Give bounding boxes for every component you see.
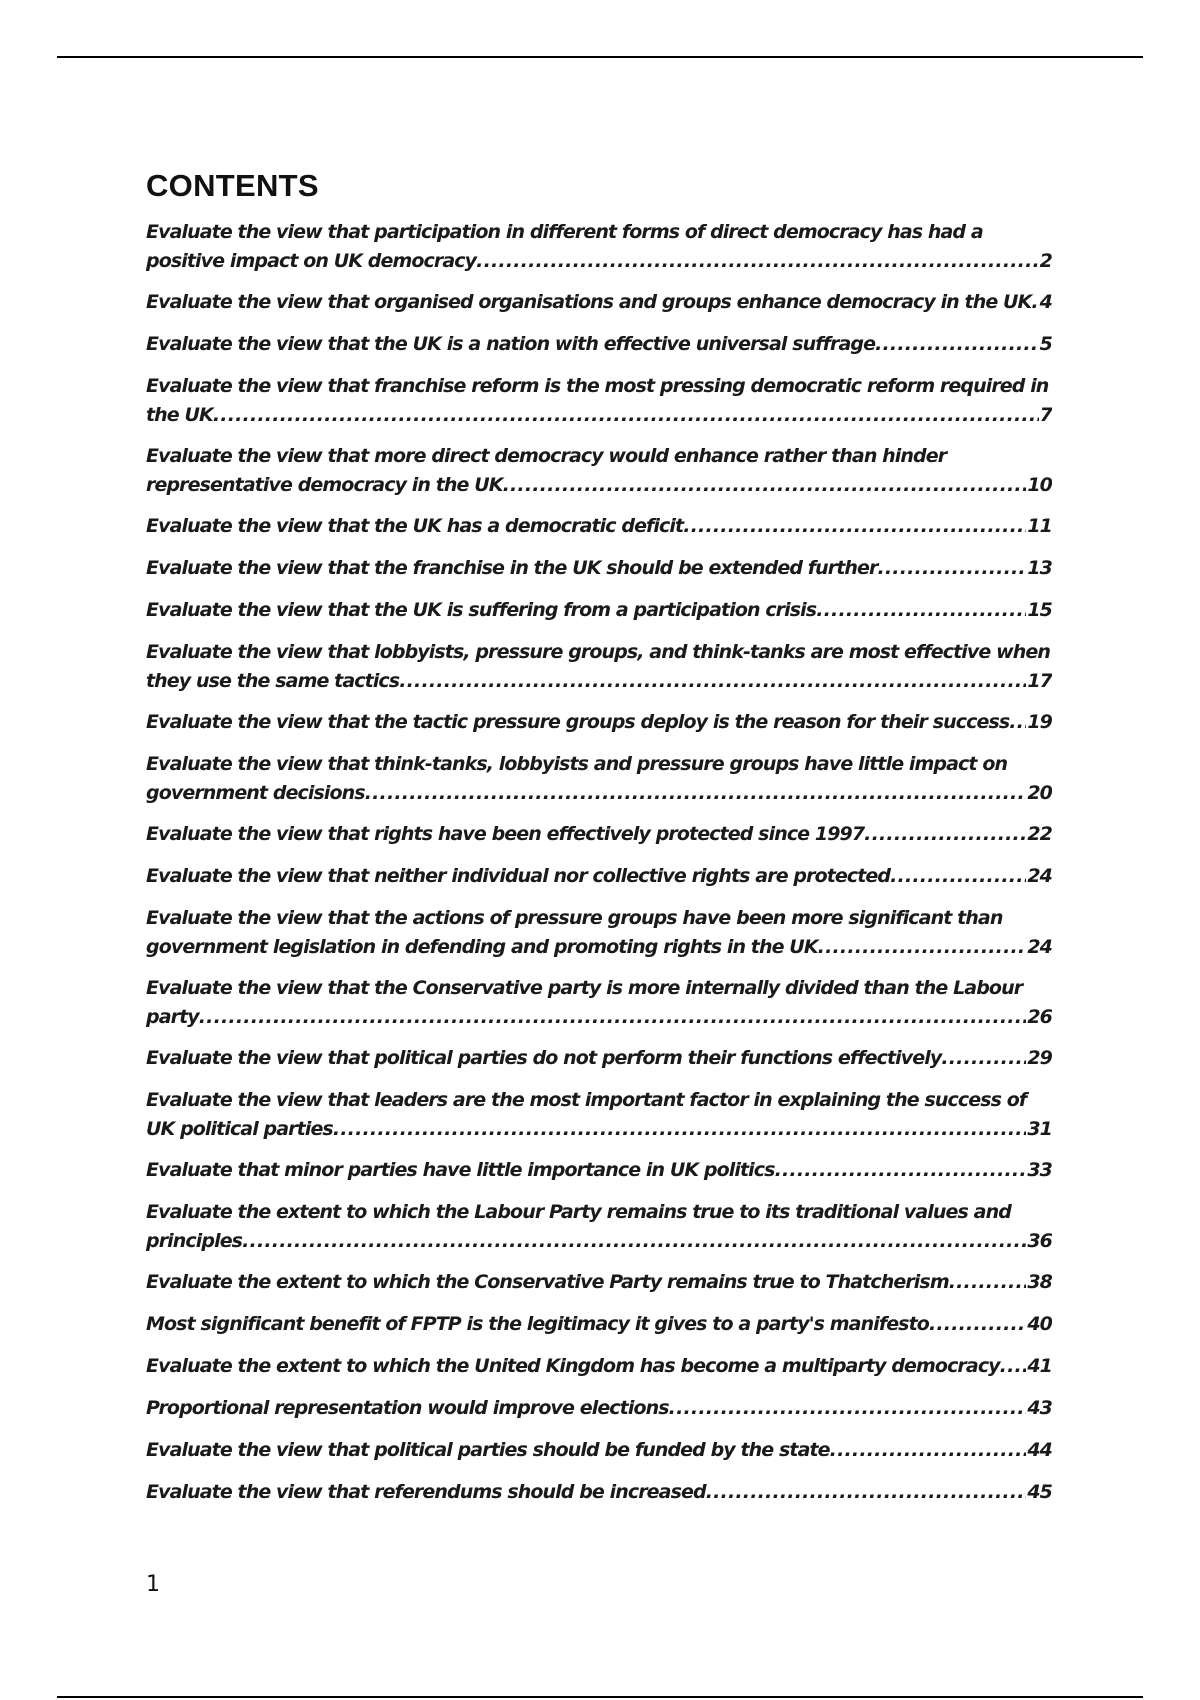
toc-entry-title-line: Evaluate the extent to which the Labour Party remains true to its traditional values and	[146, 1201, 1011, 1223]
toc-entry-line	[146, 862, 1052, 891]
toc-dot-leader	[503, 471, 1027, 500]
toc-page-number: 7	[1039, 404, 1052, 426]
toc-entry-line	[146, 820, 1052, 849]
toc-entry-title: Evaluate the view that rights have been effectively protected since 1997	[146, 823, 865, 845]
toc-entry-title: representative democracy in the UK	[146, 474, 503, 496]
toc-entry-title: the UK	[146, 404, 213, 426]
toc-entry-title: Evaluate the extent to which the Conservative Party remains true to Thatcherism	[146, 1271, 949, 1293]
toc-entry-title: Evaluate the view that referendums should be increased	[146, 1481, 706, 1503]
toc-entry[interactable]	[146, 1394, 1052, 1423]
toc-dot-leader	[818, 933, 1027, 962]
toc-entry-line	[146, 1003, 1052, 1032]
toc-entry[interactable]	[146, 330, 1052, 359]
toc-dot-leader	[199, 1003, 1027, 1032]
toc-entry-title: Evaluate the view that the franchise in the UK should be extended further	[146, 557, 878, 579]
footer-rule	[57, 1696, 1143, 1698]
toc-dot-leader	[890, 862, 1026, 891]
toc-entry[interactable]	[146, 596, 1052, 625]
toc-page-number: 22	[1027, 823, 1052, 845]
toc-page-number: 40	[1027, 1313, 1052, 1335]
toc-page-number: 17	[1027, 670, 1052, 692]
toc-entry[interactable]	[146, 1268, 1052, 1297]
page-number: 1	[146, 1572, 160, 1597]
toc-dot-leader	[875, 330, 1039, 359]
toc-dot-leader	[864, 820, 1026, 849]
toc-entry-line	[146, 554, 1052, 583]
toc-dot-leader	[683, 512, 1026, 541]
toc-entry-title: Evaluate that minor parties have little importance in UK politics	[146, 1159, 775, 1181]
toc-entry-title: Evaluate the view that neither individual nor collective rights are protected	[146, 865, 891, 887]
toc-entry-line	[146, 708, 1052, 737]
toc-entry-title: government legislation in defending and promoting rights in the UK	[146, 936, 818, 958]
toc-entry[interactable]	[146, 554, 1052, 583]
toc-page-number: 31	[1027, 1118, 1052, 1140]
toc-page-number: 26	[1027, 1006, 1052, 1028]
toc-entry-title: principles	[146, 1230, 243, 1252]
toc-entry-title: party	[146, 1006, 199, 1028]
toc-entry-title: Evaluate the view that the UK is suffering from a participation crisis	[146, 599, 817, 621]
toc-entry-title: UK political parties	[146, 1118, 333, 1140]
toc-page-number: 2	[1039, 250, 1052, 272]
toc-entry[interactable]	[146, 638, 1052, 696]
toc-entry-title: Evaluate the view that the UK is a nation with effective universal suffrage	[146, 333, 876, 355]
toc-entry[interactable]	[146, 1086, 1052, 1144]
toc-entry-title-line: Evaluate the view that the Conservative party is more internally divided than the Labour	[146, 977, 1023, 999]
toc-entry-line	[146, 596, 1052, 625]
toc-entry-line	[146, 779, 1052, 808]
toc-entry-line	[146, 1310, 1052, 1339]
toc-entry-line	[146, 1044, 1052, 1073]
toc-page-number: 36	[1027, 1230, 1052, 1252]
toc-page-number: 33	[1027, 1159, 1052, 1181]
toc-page-number: 13	[1027, 557, 1052, 579]
toc-entry[interactable]	[146, 708, 1052, 737]
toc-page-number: 11	[1027, 515, 1052, 537]
toc-page-number: 5	[1039, 333, 1052, 355]
toc-page-number: 43	[1027, 1397, 1052, 1419]
toc-dot-leader	[669, 1394, 1027, 1423]
toc-page-number: 19	[1027, 711, 1052, 733]
toc-entry-title: Evaluate the view that political parties should be funded by the state	[146, 1439, 830, 1461]
toc-page-number: 29	[1027, 1047, 1052, 1069]
toc-entry-line	[146, 288, 1052, 317]
toc-dot-leader	[1009, 708, 1026, 737]
toc-dot-leader	[941, 1044, 1026, 1073]
toc-page-number: 44	[1027, 1439, 1052, 1461]
toc-entry-line	[146, 1156, 1052, 1185]
toc-entry-line	[146, 1478, 1052, 1507]
toc-entry-title-line: Evaluate the view that more direct democracy would enhance rather than hinder	[146, 445, 947, 467]
toc-dot-leader	[949, 1268, 1027, 1297]
toc-dot-leader	[476, 247, 1039, 276]
toc-dot-leader	[333, 1115, 1027, 1144]
toc-dot-leader	[213, 401, 1039, 430]
toc-entry[interactable]	[146, 974, 1052, 1032]
toc-entry-title: Evaluate the extent to which the United Kingdom has become a multiparty democracy	[146, 1355, 1000, 1377]
toc-page-number: 10	[1027, 474, 1052, 496]
toc-entry[interactable]	[146, 512, 1052, 541]
toc-dot-leader	[775, 1156, 1027, 1185]
toc-entry-title: government decisions	[146, 782, 365, 804]
toc-page-number: 24	[1027, 865, 1052, 887]
header-rule	[57, 56, 1143, 58]
toc-entry[interactable]	[146, 1352, 1052, 1381]
toc-page-number: 41	[1027, 1355, 1052, 1377]
toc-entry[interactable]	[146, 218, 1052, 276]
toc-page-number: 20	[1027, 782, 1052, 804]
toc-entry-title: Most significant benefit of FPTP is the legitimacy it gives to a party's manifesto	[146, 1313, 929, 1335]
toc-entry-title-line: Evaluate the view that think-tanks, lobbyists and pressure groups have little impact on	[146, 753, 1008, 775]
toc-entry-title: Evaluate the view that organised organisations and groups enhance democracy in the UK	[146, 291, 1032, 313]
toc-entry[interactable]	[146, 288, 1052, 317]
toc-entry-line	[146, 1436, 1052, 1465]
toc-entry-line	[146, 1394, 1052, 1423]
toc-entry[interactable]	[146, 1310, 1052, 1339]
toc-entry[interactable]	[146, 442, 1052, 500]
contents-heading: CONTENTS	[146, 168, 319, 203]
toc-entry-line	[146, 1352, 1052, 1381]
toc-entry-title-line: Evaluate the view that leaders are the most important factor in explaining the success of	[146, 1089, 1027, 1111]
toc-page-number: 24	[1027, 936, 1052, 958]
toc-entry-title-line: Evaluate the view that the actions of pressure groups have been more significant than	[146, 907, 1003, 929]
toc-page-number: 45	[1027, 1481, 1052, 1503]
toc-entry-line	[146, 933, 1052, 962]
toc-entry[interactable]	[146, 1044, 1052, 1073]
toc-entry[interactable]	[146, 1198, 1052, 1256]
toc-page-number: 4	[1039, 291, 1052, 313]
toc-entry-title: they use the same tactics	[146, 670, 400, 692]
toc-dot-leader	[399, 667, 1026, 696]
toc-dot-leader	[1000, 1352, 1027, 1381]
toc-dot-leader	[816, 596, 1026, 625]
toc-dot-leader	[1031, 288, 1038, 317]
toc-entry[interactable]	[146, 1156, 1052, 1185]
toc-page-number: 38	[1027, 1271, 1052, 1293]
toc-entry-title: Evaluate the view that political parties do not perform their functions effectively	[146, 1047, 942, 1069]
toc-entry-title: positive impact on UK democracy	[146, 250, 477, 272]
toc-entry-line	[146, 401, 1052, 430]
toc-entry-title: Evaluate the view that the tactic pressure groups deploy is the reason for their success	[146, 711, 1010, 733]
toc-dot-leader	[242, 1227, 1026, 1256]
toc-dot-leader	[365, 779, 1027, 808]
toc-dot-leader	[929, 1310, 1026, 1339]
toc-entry-line	[146, 1227, 1052, 1256]
toc-entry[interactable]	[146, 862, 1052, 891]
toc-entry-line	[146, 1268, 1052, 1297]
toc-entry[interactable]	[146, 750, 1052, 808]
toc-entry[interactable]	[146, 904, 1052, 962]
toc-dot-leader	[830, 1436, 1027, 1465]
toc-entry-title: Evaluate the view that the UK has a democratic deficit	[146, 515, 684, 537]
toc-entry-line	[146, 247, 1052, 276]
toc-entry[interactable]	[146, 1478, 1052, 1507]
toc-entry-title: Proportional representation would improve elections	[146, 1397, 669, 1419]
toc-entry[interactable]	[146, 1436, 1052, 1465]
toc-entry-line	[146, 667, 1052, 696]
table-of-contents	[146, 218, 1052, 1520]
toc-entry-title-line: Evaluate the view that lobbyists, pressure groups, and think-tanks are most effective when	[146, 641, 1050, 663]
toc-entry[interactable]	[146, 372, 1052, 430]
toc-entry-line	[146, 512, 1052, 541]
toc-page-number: 15	[1027, 599, 1052, 621]
toc-entry-title-line: Evaluate the view that participation in different forms of direct democracy has had a	[146, 221, 983, 243]
toc-entry-line	[146, 330, 1052, 359]
toc-entry-title-line: Evaluate the view that franchise reform is the most pressing democratic reform required in	[146, 375, 1049, 397]
toc-entry[interactable]	[146, 820, 1052, 849]
toc-dot-leader	[706, 1478, 1027, 1507]
toc-entry-line	[146, 1115, 1052, 1144]
toc-dot-leader	[877, 554, 1026, 583]
toc-entry-line	[146, 471, 1052, 500]
